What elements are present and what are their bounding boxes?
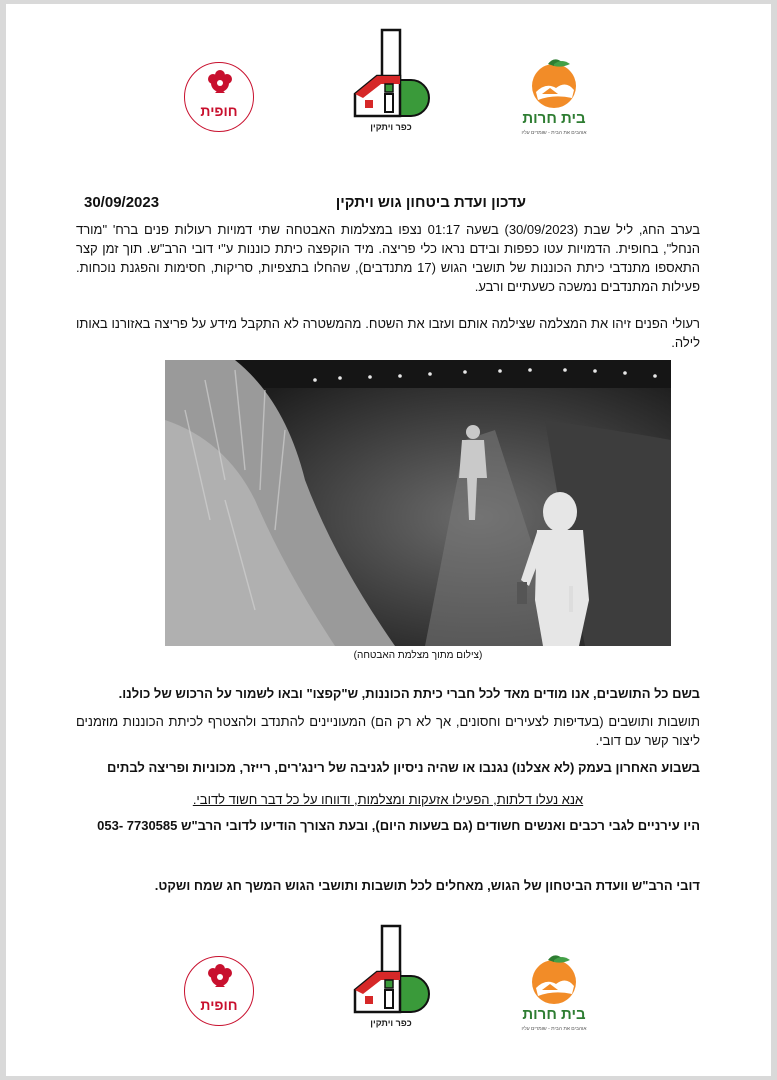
incident-paragraph: בערב החג, ליל שבת (30/09/2023) בשעה 01:17 נצפו במצלמות האבטחה שתי דמויות רעולות פנים ברח' "מורד הנחל", בחופית. הדמויות עטו כפפות ובידם נראו כלי פריצה. מיד הוקפצה כיתת כוננות ע"י דובי הרב"ש. תוך זמן קצר התאספו מתנדבי כיתת הכוננות של תושבי הגוש (17 מתנדבים), שהחלו בתצפיות, סריקות, חסימות והפגנת נוכחות. פעילות המתנדבים נמשכה כשעתיים ורבע. — [76, 222, 700, 294]
document-title: עדכון ועדת ביטחון גוש ויתקין — [335, 194, 526, 211]
beit-herut-tagline: אוהבים את הבית - שומרים עליו — [521, 1026, 587, 1032]
hofit-logo — [184, 62, 254, 132]
beit-herut-logo — [526, 58, 582, 110]
volunteer-invite-paragraph: תושבות ותושבים (בעדיפות לצעירים וחסונים, אך לא רק הם) המעוניינים להתנדב ולהצטרף לכיתת הכוננות מוזמנים ליצור קשר עם דובי. — [76, 714, 700, 748]
photo-caption: (צילום מתוך מצלמת האבטחה) — [353, 650, 483, 661]
hofit-logo-text: חופית — [200, 997, 238, 1013]
kfar-vitkin-text: כפר ויתקין — [370, 122, 412, 132]
hofit-logo-footer — [184, 956, 254, 1026]
safety-request: אנא נעלו דלתות, הפעילו אזעקות ומצלמות, ודווחו על כל דבר חשוד לדובי. — [192, 792, 584, 807]
document-page — [6, 4, 771, 1076]
flower-icon — [203, 69, 237, 103]
document-date: 30/09/2023 — [84, 194, 160, 211]
followup-paragraph: רעולי הפנים זיהו את המצלמה שצילמה אותם ועזבו את השטח. מהמשטרה לא התקבל מידע על פריצה באזורנו באותו לילה. — [76, 316, 700, 350]
beit-herut-logo-footer — [526, 954, 582, 1006]
recent-thefts-paragraph: בשבוע האחרון בעמק (לא אצלנו) נגנבו או שהיה ניסיון לגניבה של רינג'רים, רייזר, מכוניות ופריצה לבתים — [107, 760, 700, 775]
thanks-paragraph: בשם כל התושבים, אנו מודים מאד לכל חברי כיתת הכוננות, ש"קפצו" ובאו לשמור על הרכוש של כולנו. — [118, 686, 700, 701]
security-camera-photo — [165, 360, 671, 646]
kfar-vitkin-logo-footer — [351, 924, 431, 1016]
vigilance-alert: היו עירניים לגבי רכבים ואנשים חשודים (גם בשעות היום), ובעת הצורך הודיעו לדובי הרב"ש 7730585 -053 — [97, 818, 700, 833]
beit-herut-text: בית חרות — [522, 110, 586, 127]
flower-icon — [203, 963, 237, 997]
signoff-paragraph: דובי הרב"ש וועדת הביטחון של הגוש, מאחלים לכל תושבות ותושבי הגוש המשך חג שמח ושקט. — [154, 878, 700, 893]
beit-herut-tagline: אוהבים את הבית - שומרים עליו — [521, 130, 587, 136]
kfar-vitkin-text: כפר ויתקין — [370, 1018, 412, 1028]
hofit-logo-text: חופית — [200, 103, 238, 119]
beit-herut-text: בית חרות — [522, 1006, 586, 1023]
kfar-vitkin-logo — [351, 28, 431, 120]
